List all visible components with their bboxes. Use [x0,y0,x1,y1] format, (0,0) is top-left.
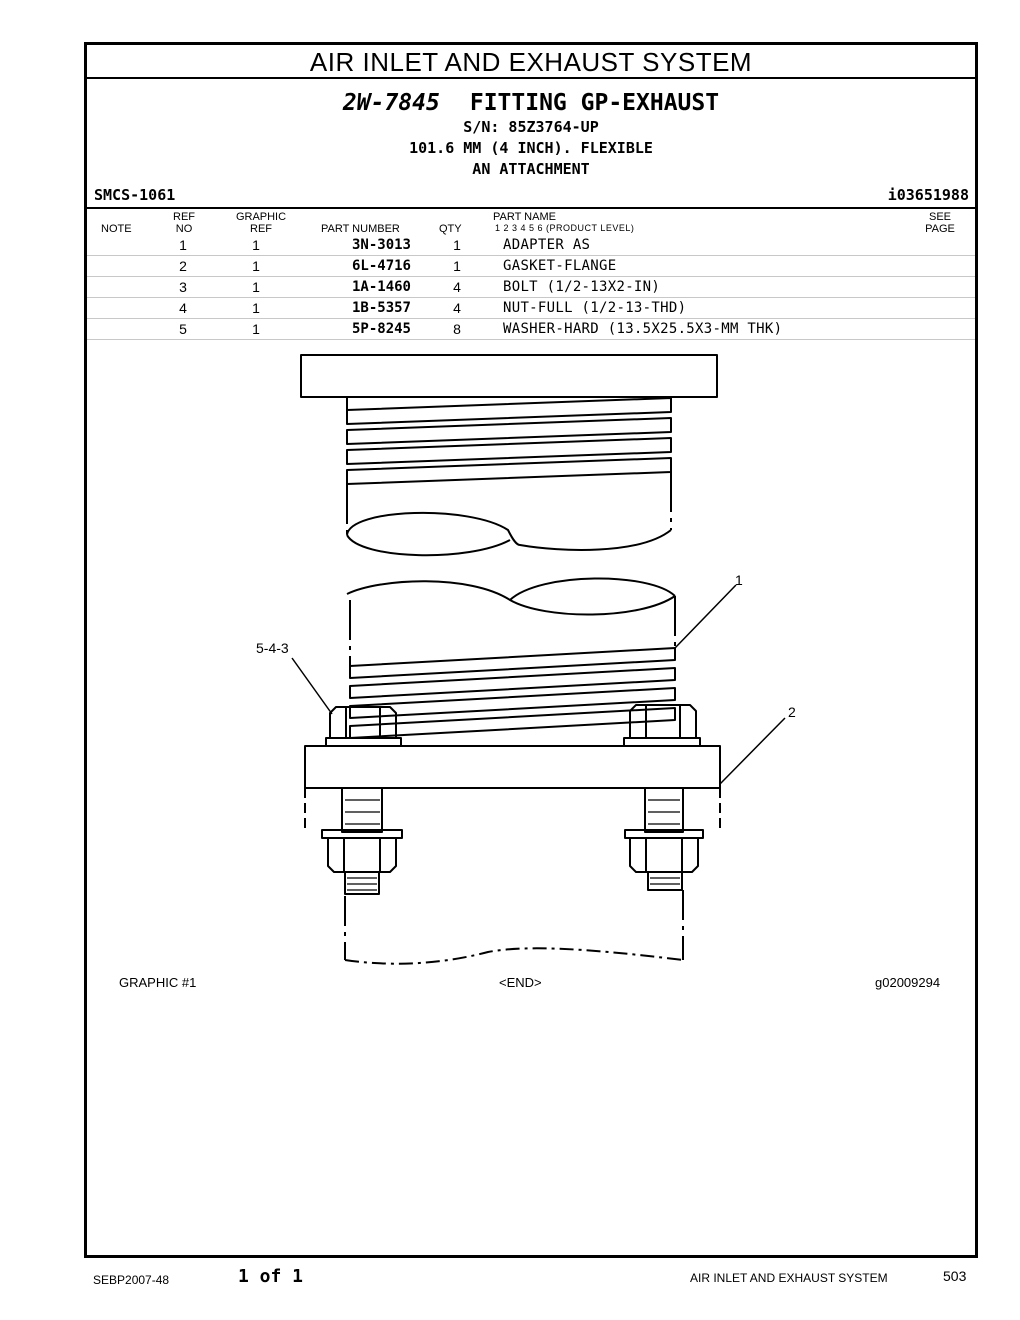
callout-5-4-3: 5-4-3 [256,640,289,656]
cell-part-name: WASHER-HARD (13.5X25.5X3-MM THK) [503,319,975,340]
smcs-code: SMCS-1061 [94,186,176,204]
leader-line-543 [292,658,332,714]
col-product-level-scale: 1 2 3 4 5 6 (PRODUCT LEVEL) [495,223,635,233]
cell-part-number[interactable]: 3N-3013 [295,235,411,256]
callout-2: 2 [788,704,796,720]
col-graphic-ref-line1: GRAPHIC [235,211,287,223]
col-qty: QTY [439,223,462,235]
right-bolt-end-threads [650,878,680,884]
lower-flange [305,746,720,788]
right-washer-top [624,738,700,746]
left-nut-top [330,707,396,738]
lower-bellows-ring [350,708,675,738]
cell-part-number[interactable]: 1B-5357 [295,298,411,319]
cell-part-name: BOLT (1/2-13X2-IN) [503,277,975,298]
description-line-1: 101.6 MM (4 INCH). FLEXIBLE [409,139,653,157]
lower-bellows-ring [350,668,675,698]
cell-qty: 8 [411,319,503,340]
right-bolt-shank [645,788,683,832]
cell-part-name: NUT-FULL (1/2-13-THD) [503,298,975,319]
col-note: NOTE [101,223,132,235]
leader-line-2 [720,718,785,784]
cell-part-name: ADAPTER AS [503,235,975,256]
graphic-id: g02009294 [875,975,941,990]
right-nut-bottom [630,838,698,872]
cell-qty: 1 [411,256,503,277]
col-ref-no-line2: NO [175,223,193,235]
publication-number: SEBP2007-48 [93,1273,170,1287]
lower-break-line-upper [510,578,675,600]
lower-bellows-ring [350,688,675,718]
cell-graphic-ref: 1 [217,277,295,298]
right-bolt-end [648,872,682,890]
cell-qty: 1 [411,235,503,256]
cell-ref-no: 3 [149,277,217,298]
col-part-number: PART NUMBER [321,223,400,235]
lower-bellows-ring [350,648,675,678]
end-marker: <END> [499,975,542,990]
cell-graphic-ref: 1 [217,298,295,319]
left-bolt-shank [342,788,382,832]
cell-graphic-ref: 1 [217,319,295,340]
group-number: 2W-7845 [342,90,440,116]
page-number: 503 [943,1268,967,1284]
pipe-break-line [345,948,683,963]
left-nut-bottom [328,838,396,872]
illustration-id: i03651988 [887,186,969,204]
cell-graphic-ref: 1 [217,256,295,277]
cell-ref-no: 5 [149,319,217,340]
section-title: AIR INLET AND EXHAUST SYSTEM [87,45,975,79]
left-bolt-threads [345,800,380,824]
col-graphic-ref-line2: REF [250,223,272,235]
cell-ref-no: 2 [149,256,217,277]
col-ref-no-line1: REF [173,211,195,223]
right-nut-bottom-facets [646,838,682,872]
group-name: FITTING GP-EXHAUST [469,90,720,116]
leader-line-1 [675,585,736,648]
cell-part-number[interactable]: 1A-1460 [295,277,411,298]
serial-range: S/N: 85Z3764-UP [463,118,599,136]
left-bolt-end [345,872,379,894]
description-line-2: AN ATTACHMENT [472,160,590,178]
cell-graphic-ref: 1 [217,235,295,256]
cell-part-name: GASKET-FLANGE [503,256,975,277]
cell-ref-no: 1 [149,235,217,256]
col-see-page-line2: PAGE [925,223,955,235]
cell-ref-no: 4 [149,298,217,319]
upper-break-line [347,513,671,550]
cell-qty: 4 [411,277,503,298]
left-nut-bottom-facets [344,838,380,872]
left-bolt-end-threads [347,878,377,890]
cell-qty: 4 [411,298,503,319]
left-washer-top [326,738,401,746]
page-of-count: 1 of 1 [238,1266,304,1287]
callout-1: 1 [735,572,743,588]
cell-part-number[interactable]: 5P-8245 [295,319,411,340]
footer-section-title: AIR INLET AND EXHAUST SYSTEM [690,1271,888,1285]
col-see-page-line1: SEE [928,211,951,223]
adapter-top-flange [301,355,717,397]
right-bolt-threads [648,800,680,824]
cell-part-number[interactable]: 6L-4716 [295,256,411,277]
upper-break-line-lower [347,535,510,555]
col-part-name: PART NAME [493,211,556,223]
graphic-label: GRAPHIC #1 [119,975,197,990]
left-nut-top-facets [346,707,380,738]
